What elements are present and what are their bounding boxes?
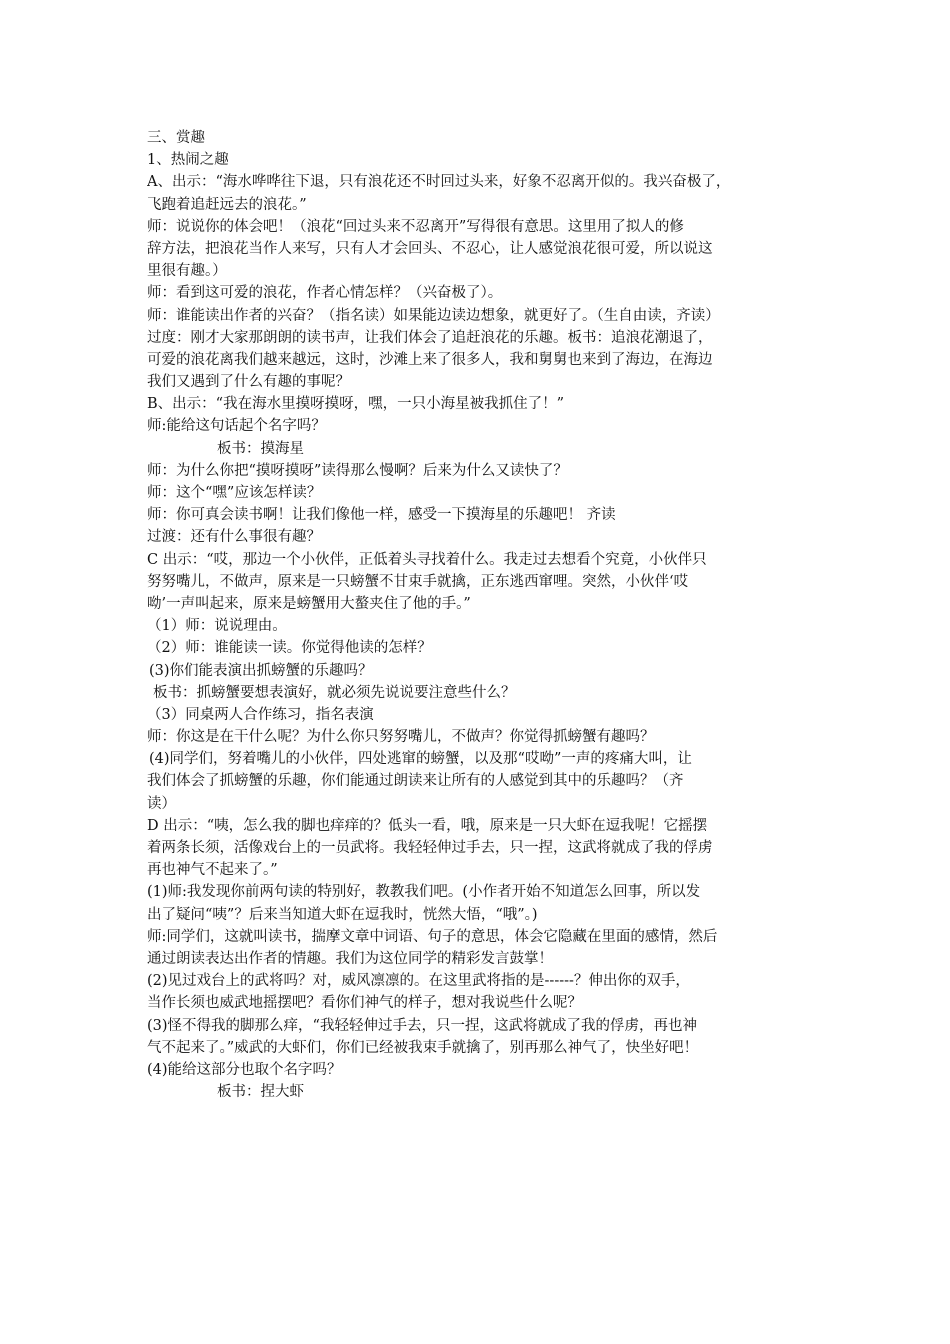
text-line: C 出示：“哎，那边一个小伙伴，正低着头寻找着什么。我走过去想看个究竟，小伙伴只 (147, 551, 707, 568)
text-line: 努努嘴儿，不做声，原来是一只螃蟹不甘束手就擒，正东逃西窜哩。突然，小伙伴‘哎 (147, 573, 689, 590)
document-page (147, 127, 812, 1103)
text-line: B、出示：“我在海水里摸呀摸呀，嘿，一只小海星被我抓住了！” (147, 396, 564, 413)
text-line: 出了疑问“咦”？后来当知道大虾在逗我时，恍然大悟，“哦”。) (147, 906, 538, 923)
text-line: (3)怪不得我的脚那么痒，“我轻轻伸过手去，只一捏，这武将就成了我的俘虏，再也神 (147, 1017, 697, 1034)
text-line: 师：为什么你把“摸呀摸呀”读得那么慢啊？后来为什么又读快了？ (147, 462, 568, 479)
text-line: 师：看到这可爱的浪花，作者心情怎样？（兴奋极了）。 (147, 285, 503, 302)
text-line: 师：你可真会读书啊！让我们像他一样，感受一下摸海星的乐趣吧！ 齐读 (147, 507, 616, 524)
text-line: 过度：刚才大家那朗朗的读书声，让我们体会了追赶浪花的乐趣。板书：追浪花潮退了， (147, 329, 713, 346)
subsection-heading: 1、热闹之趣 (147, 152, 229, 169)
text-line: 我们又遇到了什么有趣的事呢？ (147, 374, 350, 391)
text-line: (4)能给这部分也取个名字吗？ (147, 1061, 342, 1078)
text-line: 师：这个“嘿”应该怎样读？ (147, 485, 322, 501)
text-line: 我们体会了抓螃蟹的乐趣，你们能通过朗读来让所有的人感觉到其中的乐趣吗？（齐 (147, 773, 684, 790)
text-line: 着两条长须，活像戏台上的一员武将。我轻轻伸过手去，只一捏，这武将就成了我的俘虏 (147, 840, 713, 856)
text-line: (3)你们能表演出抓螃蟹的乐趣吗？ (149, 662, 373, 679)
text-line: 师:能给这句话起个名字吗？ (147, 418, 326, 435)
text-line: 读） (147, 795, 176, 812)
text-line: 可爱的浪花离我们越来越远，这时，沙滩上来了很多人，我和舅舅也来到了海边，在海边 (147, 351, 713, 368)
text-line: D 出示：“咦，怎么我的脚也痒痒的？低头一看，哦，原来是一只大虾在逗我呢！它摇摆 (147, 817, 708, 834)
text-line: 师：你这是在干什么呢？为什么你只努努嘴儿，不做声？你觉得抓螃蟹有趣吗？ (147, 729, 655, 746)
section-heading: 三、赏趣 (147, 130, 205, 146)
board-note: 板书：摸海星 (217, 440, 304, 457)
text-line: A、出示：“海水哗哗往下退，只有浪花还不时回过头来，好象不忍离开似的。我兴奋极了， (147, 174, 731, 191)
text-line: 飞跑着追赶远去的浪花。” (147, 196, 307, 213)
text-line: （3）同桌两人合作练习，指名表演 (147, 706, 374, 723)
text-line: 过渡：还有什么事很有趣？ (147, 529, 321, 546)
text-line: 气不起来了。”威武的大虾们，你们已经被我束手就擒了，别再那么神气了，快坐好吧！ (147, 1039, 699, 1056)
text-line: (1)师:我发现你前两句读的特别好，教教我们吧。(小作者开始不知道怎么回事，所以发 (147, 884, 701, 901)
text-line: 再也神气不起来了。” (147, 862, 278, 879)
text-line: 辞方法，把浪花当作人来写，只有人才会回头、不忍心，让人感觉浪花很可爱，所以说这 (147, 240, 713, 257)
board-note: 板书：捏大虾 (217, 1084, 304, 1101)
board-note: 板书：抓螃蟹要想表演好，就必须先说说要注意些什么？ (153, 684, 516, 701)
text-line: (2)见过戏台上的武将吗？对，威风凛凛的。在这里武将指的是------？伸出你的双手， (147, 973, 690, 990)
text-line: 呦’一声叫起来，原来是螃蟹用大螯夹住了他的手。” (147, 595, 471, 612)
text-line: 师：谁能读出作者的兴奋？（指名读）如果能边读边想象，就更好了。（生自由读，齐读） (147, 307, 720, 324)
text-line: 当作长须也威武地摇摆吧？看你们神气的样子，想对我说些什么呢？ (147, 995, 582, 1012)
text-line: 师：说说你的体会吧！（浪花“回过头来不忍离开”写得很有意思。这里用了拟人的修 (147, 218, 684, 235)
text-line: （1）师：说说理由。 (147, 618, 287, 635)
text-line: 里很有趣。） (147, 263, 227, 280)
text-line: （2）师：谁能读一读。你觉得他读的怎样？ (147, 640, 432, 657)
text-line: 师:同学们，这就叫读书，揣摩文章中词语、句子的意思，体会它隐藏在里面的感情，然后 (147, 928, 718, 945)
text-line: (4)同学们，努着嘴儿的小伙伴，四处逃窜的螃蟹，以及那“哎呦”一声的疼痛大叫，让 (149, 751, 692, 768)
text-line: 通过朗读表达出作者的情趣。我们为这位同学的精彩发言鼓掌！ (147, 950, 553, 967)
